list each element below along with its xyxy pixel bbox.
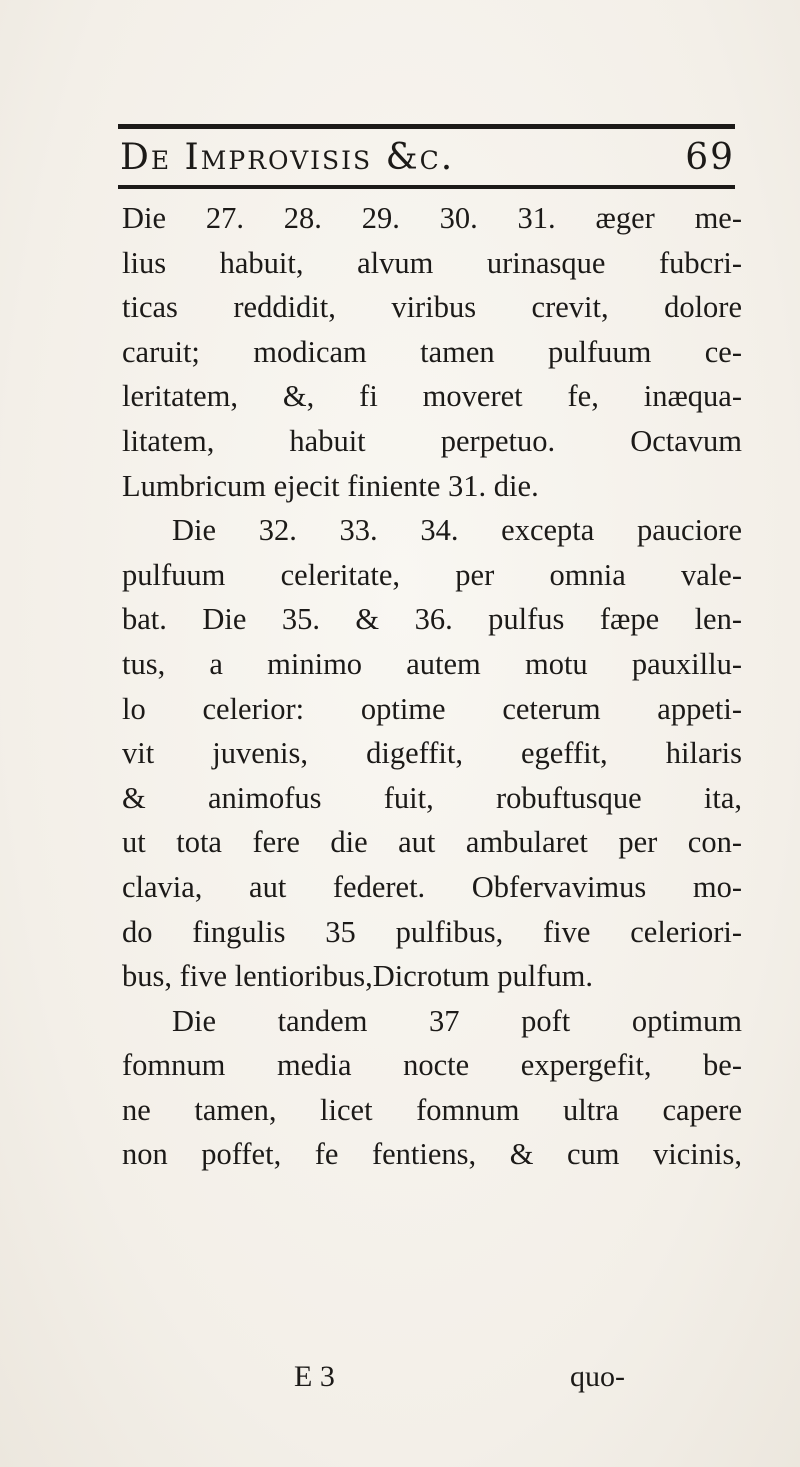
text-line-6: litatem, habuit perpetuo. Octavum <box>122 423 742 458</box>
text-line-18: bus, five lentioribus,Dicrotum pulfum. <box>122 959 593 994</box>
text-line-17: do fingulis 35 pulfibus, five celeriori- <box>122 914 742 949</box>
text-line-3: ticas reddidit, viribus crevit, dolore <box>122 290 742 325</box>
text-line-4: caruit; modicam tamen pulfuum ce- <box>122 334 742 369</box>
text-line-19: Die tandem 37 poft optimum <box>172 1003 742 1038</box>
text-line-20: fomnum media nocte expergefit, be- <box>122 1048 742 1083</box>
text-line-13: vit juvenis, digeffit, egeffit, hilaris <box>122 736 742 771</box>
running-title: De Improvisis &c. <box>120 137 455 178</box>
text-line-9: pulfuum celeritate, per omnia vale- <box>122 557 742 592</box>
catchword: quo- <box>570 1360 625 1393</box>
text-line-22: non poffet, fe fentiens, & cum vicinis, <box>122 1137 742 1172</box>
text-line-7: Lumbricum ejecit finiente 31. die. <box>122 468 539 503</box>
running-header <box>120 134 735 182</box>
header-rule-top <box>118 124 735 129</box>
header-rule-bottom <box>118 185 735 189</box>
text-line-2: lius habuit, alvum urinasque fubcri- <box>122 245 742 280</box>
text-line-15: ut tota fere die aut ambularet per con- <box>122 825 742 860</box>
text-line-5: leritatem, &, fi moveret fe, inæqua- <box>122 379 742 414</box>
signature-mark: E 3 <box>294 1360 335 1393</box>
text-line-1: Die 27. 28. 29. 30. 31. æger me- <box>122 201 742 235</box>
text-line-11: tus, a minimo autem motu pauxillu- <box>122 646 742 681</box>
text-line-8: Die 32. 33. 34. excepta pauciore <box>172 513 742 548</box>
text-line-21: ne tamen, licet fomnum ultra capere <box>122 1092 742 1127</box>
body-text <box>122 196 742 1177</box>
page-number: 69 <box>685 137 735 178</box>
text-line-10: bat. Die 35. & 36. pulfus fæpe len- <box>122 602 742 637</box>
text-line-16: clavia, aut federet. Obfervavimus mo- <box>122 869 742 904</box>
text-line-14: & animofus fuit, robuftusque ita, <box>122 780 742 815</box>
text-line-12: lo celerior: optime ceterum appeti- <box>122 691 742 726</box>
page-footer <box>122 1357 742 1397</box>
